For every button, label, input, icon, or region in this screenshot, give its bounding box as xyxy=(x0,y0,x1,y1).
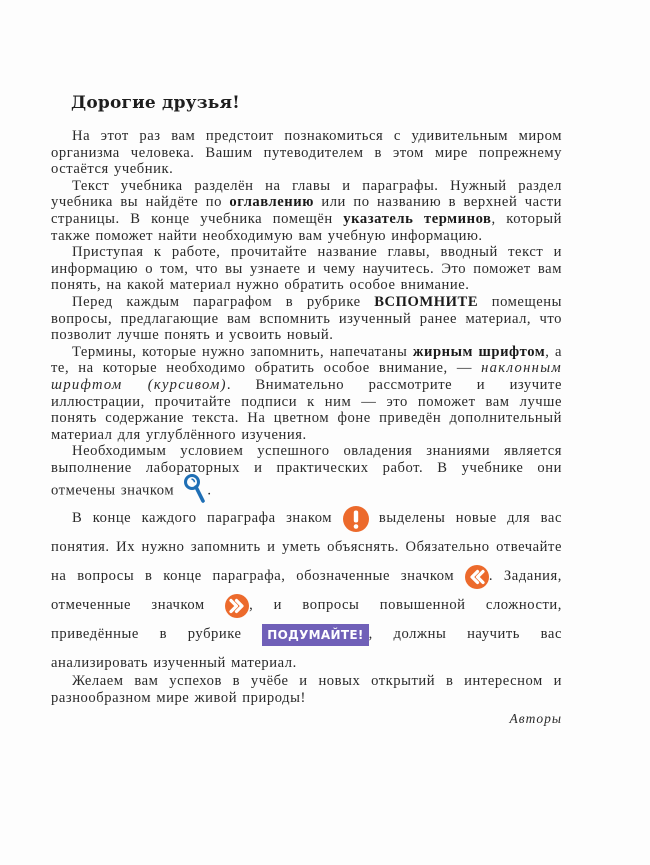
text: , а те, на которые необходимо обратить особое внимание, — xyxy=(51,343,562,377)
fast-forward-icon xyxy=(225,594,249,618)
paragraph-icons xyxy=(51,504,562,678)
text: . Задания, отмеченные значком xyxy=(51,568,562,614)
text: выделены новые для вас понятия. Их нужно запомнить и уметь объяснять. Обязательно отвечайте на вопросы в конце параграфа, обозначенные значком xyxy=(51,510,562,585)
bold-term-contents: оглавлению xyxy=(229,194,314,211)
text: . xyxy=(207,482,212,499)
italic-font-term: наклонным шрифтом (курсивом) xyxy=(51,360,562,393)
magnifier-icon xyxy=(183,473,205,503)
rubric-remember: ВСПОМНИТЕ xyxy=(374,293,479,310)
text: Перед каждым параграфом в рубрике xyxy=(72,293,375,310)
paragraph-intro: На этот раз вам предстоит познакомиться с удивительным миром организма человека. Вашим путеводителем в этом мире попрежнему остаётся учебник. xyxy=(51,128,562,178)
text: Необходимым условием успешного овладения знаниями является выполнение лабораторных и практических работ. В учебнике они отмечены значком xyxy=(51,443,562,499)
paragraph-lab-works xyxy=(51,443,562,506)
text: , должны научить вас анализировать изученный материал. xyxy=(51,626,562,672)
exclamation-icon xyxy=(343,506,369,532)
signature-authors: Авторы xyxy=(509,710,562,726)
text: В конце каждого параграфа знаком xyxy=(72,510,343,527)
think-rubric-badge: ПОДУМАЙТЕ! xyxy=(262,624,368,646)
paragraph-wishes: Желаем вам успехов в учёбе и новых открытий в интересном и разнообразном мире живой природы! xyxy=(51,673,562,707)
paragraph-remember xyxy=(51,294,562,344)
text: , который также поможет найти необходимую вам учебную информацию. xyxy=(51,210,563,244)
rewind-icon xyxy=(465,565,489,589)
page-heading: Дорогие друзья! xyxy=(71,93,240,113)
paragraph-terms xyxy=(51,344,562,444)
text: или по названию в верхней части страницы. В конце учебника помещён xyxy=(51,194,562,227)
paragraph-structure xyxy=(51,178,562,244)
document-page xyxy=(51,93,562,727)
text: Текст учебника разделён на главы и параграфы. Нужный раздел учебника вы найдёте по xyxy=(51,177,562,211)
text: , и вопросы повышенной сложности, приведённые в рубрике xyxy=(51,597,562,643)
bold-term-index: указатель терминов xyxy=(343,210,492,227)
text: Термины, которые нужно запомнить, напечатаны xyxy=(72,343,413,360)
text: . Внимательно рассмотрите и изучите иллюстрации, прочитайте подписи к ним — это поможет вам лучше понять содержание текста. На цветном фоне приведён дополнительный материал для углублённого изучения. xyxy=(51,376,562,443)
bold-font-term: жирным шрифтом xyxy=(412,343,546,360)
text: помещены вопросы, предлагающие вам вспомнить изученный ранее материал, что позволит лучше понять и усвоить новый. xyxy=(51,293,562,344)
paragraph-getting-started: Приступая к работе, прочитайте название главы, вводный текст и информацию о том, что вы узнаете и чему научитесь. Это поможет вам понять, на какой материал нужно обратить особое внимание. xyxy=(51,244,562,294)
